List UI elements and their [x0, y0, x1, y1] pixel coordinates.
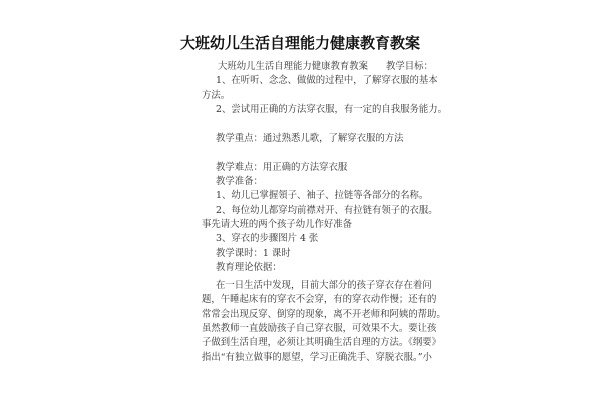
paragraph-line-4: 虽然教师一直鼓励孩子自己穿衣服，可效果不大。要让孩 — [202, 323, 437, 334]
page-title: 大班幼儿生活自理能力健康教育教案 — [179, 34, 420, 52]
preparation-item-2: 2、每位幼儿都穿均前襟对开、有拉链有领子的衣服。 — [216, 205, 438, 216]
teaching-focus-line: 教学重点：通过熟悉儿歌，了解穿衣服的方法 — [216, 133, 404, 144]
paragraph-line-3: 常常会出现反穿、倒穿的现象，离不开老师和阿姨的帮助。 — [202, 309, 446, 320]
objective-2-line: 2、尝试用正确的方法穿衣服，有一定的自我服务能力。 — [216, 104, 447, 115]
teaching-hours-line: 教学课时：1 课时 — [216, 248, 291, 259]
preparation-item-1: 1、幼儿已掌握領子、袖子、拉链等各部分的名称。 — [216, 190, 429, 201]
paragraph-line-5: 子做到生活自理，必须让其明确生活自理的方法。《纲要》 — [202, 337, 442, 348]
paragraph-line-2: 题，午睡起床有的穿衣不会穿，有的穿衣动作慢；还有的 — [202, 294, 437, 305]
preparation-item-3: 3、穿衣的步骤图片 4 张 — [216, 233, 319, 244]
subtitle-and-objectives-line — [218, 60, 433, 74]
theory-basis-heading: 教育理论依据： — [216, 262, 282, 273]
teaching-preparation-heading: 教学准备： — [216, 176, 263, 187]
objective-1-line-1: 1、在听听、念念、做做的过程中，了解穿衣服的基本 — [216, 75, 438, 86]
preparation-item-2-cont: 事先请大班的两个孩子幼儿作好准备 — [202, 219, 353, 230]
paragraph-line-6: 指出“有独立做事的愿望，学习正确洗手、穿脱衣服。”小 — [202, 352, 432, 363]
teaching-difficulty-line: 教学难点：用正确的方法穿衣服 — [216, 162, 348, 173]
subtitle-text: 大班幼儿生活自理能力健康教育教案 — [218, 61, 369, 72]
paragraph-line-1: 在一日生活中发现，目前大部分的孩子穿衣存在着问 — [216, 280, 432, 291]
objectives-heading: 教学目标： — [386, 61, 433, 72]
objective-1-line-2: 方法。 — [202, 90, 231, 101]
